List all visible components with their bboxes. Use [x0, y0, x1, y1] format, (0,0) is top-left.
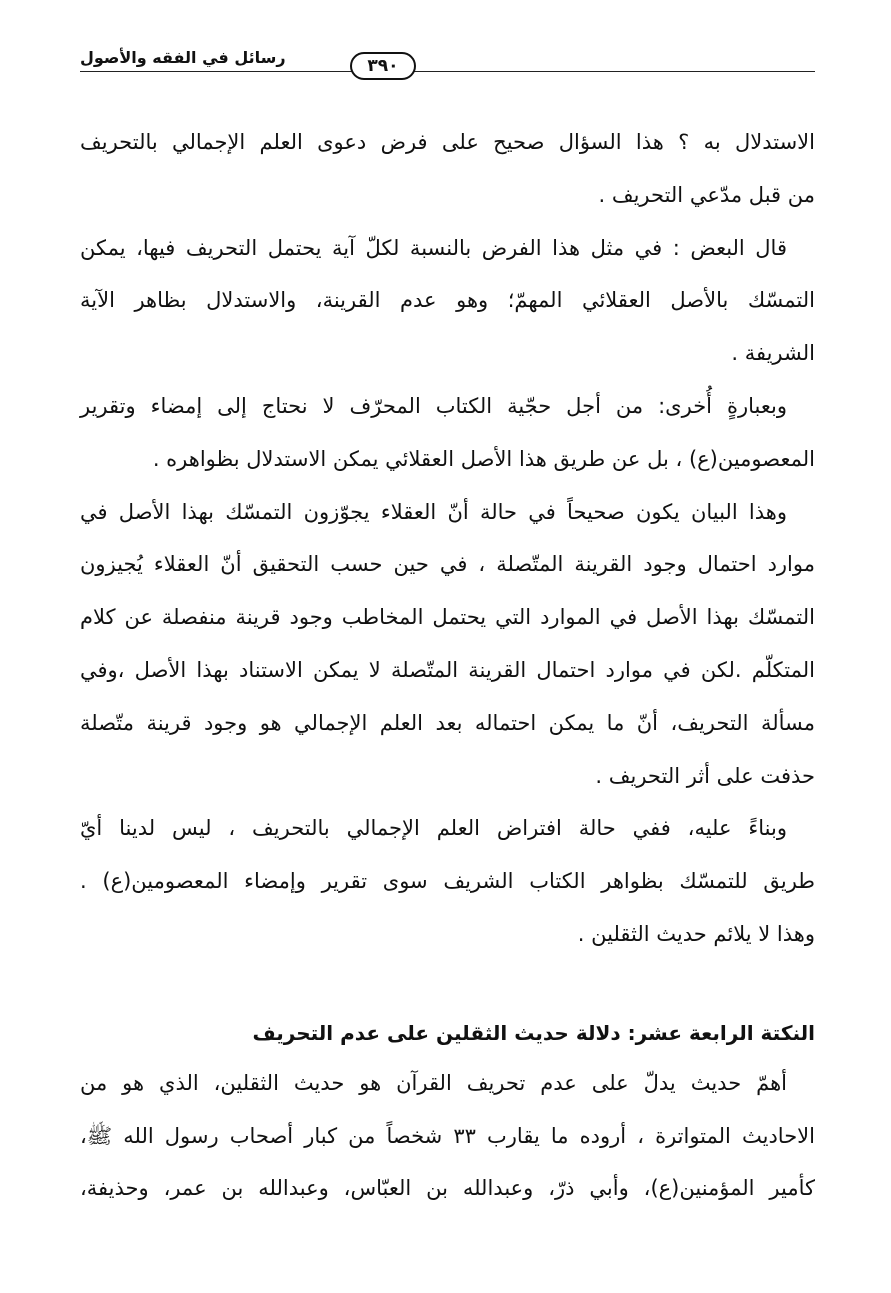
text-line: وبعبارةٍ أُخرى: من أجل حجّية الكتاب المحرّف لا نحتاج إلى إمضاء وتقرير	[80, 393, 787, 418]
book-title: رسائل في الفقه والأصول	[80, 48, 292, 67]
text-line: المتكلّم .لكن في موارد احتمال القرينة المتّصلة لا يمكن الاستناد بهذا الأصل ،وفي	[80, 657, 815, 682]
paragraph	[80, 380, 815, 486]
text-line: التمسّك بهذا الأصل في الموارد التي يحتمل المخاطب وجود قرينة منفصلة عن كلام	[80, 605, 815, 630]
main-text	[80, 116, 815, 961]
page-content	[80, 116, 815, 1215]
section-heading: النكتة الرابعة عشر: دلالة حديث الثقلين على عدم التحريف	[252, 1020, 815, 1045]
text-line: حذفت على أثر التحريف .	[595, 763, 815, 788]
text-line: طريق للتمسّك بظواهر الكتاب الشريف سوى تقرير وإمضاء المعصومين(ع) .	[80, 869, 815, 894]
text-line: التمسّك بالأصل العقلائي المهمّ؛ وهو عدم القرينة، والاستدلال بظاهر الآية	[80, 288, 815, 313]
paragraph	[80, 486, 815, 803]
text-line: من قبل مدّعي التحريف .	[598, 182, 815, 207]
text-line: وهذا لا يلائم حديث الثقلين .	[577, 921, 815, 946]
text-line: موارد احتمال وجود القرينة المتّصلة ، في حين حسب التحقيق أنّ العقلاء يُجيزون	[80, 552, 815, 577]
paragraph	[80, 1057, 815, 1215]
section-text	[80, 1057, 815, 1215]
text-line: الاحاديث المتواترة ، أروده ما يقارب ٣٣ شخصاً من كبار أصحاب رسول الله ﷺ،	[80, 1123, 815, 1148]
text-line: الشريفة .	[731, 341, 815, 366]
header-rule	[80, 71, 815, 72]
text-line: الاستدلال به ؟ هذا السؤال صحيح على فرض دعوى العلم الإجمالي بالتحريف	[80, 130, 815, 154]
paragraph	[80, 116, 815, 222]
text-line: قال البعض : في مثل هذا الفرض بالنسبة لكلّ آية يحتمل التحريف فيها، يمكن	[80, 235, 787, 260]
paragraph	[80, 802, 815, 960]
page-number: ٣٩٠	[350, 52, 416, 80]
paragraph	[80, 222, 815, 380]
text-line: أهمّ حديث يدلّ على عدم تحريف القرآن هو حديث الثقلين، الذي هو من	[80, 1070, 787, 1095]
section	[80, 1009, 815, 1215]
running-header	[80, 44, 815, 84]
text-line: وهذا البيان يكون صحيحاً في حالة أنّ العقلاء يجوّزون التمسّك بهذا الأصل في	[80, 499, 787, 524]
text-line: وبناءً عليه، ففي حالة افتراض العلم الإجمالي بالتحريف ، ليس لدينا أيّ	[80, 816, 787, 841]
text-line: كأمير المؤمنين(ع)، وأبي ذرّ، وعبدالله بن العبّاس، وعبدالله بن عمر، وحذيفة،	[80, 1176, 815, 1201]
text-line: المعصومين(ع) ، بل عن طريق هذا الأصل العقلائي يمكن الاستدلال بظواهره .	[152, 446, 815, 471]
text-line: مسألة التحريف، أنّ ما يمكن احتماله بعد العلم الإجمالي هو وجود قرينة متّصلة	[80, 710, 815, 735]
